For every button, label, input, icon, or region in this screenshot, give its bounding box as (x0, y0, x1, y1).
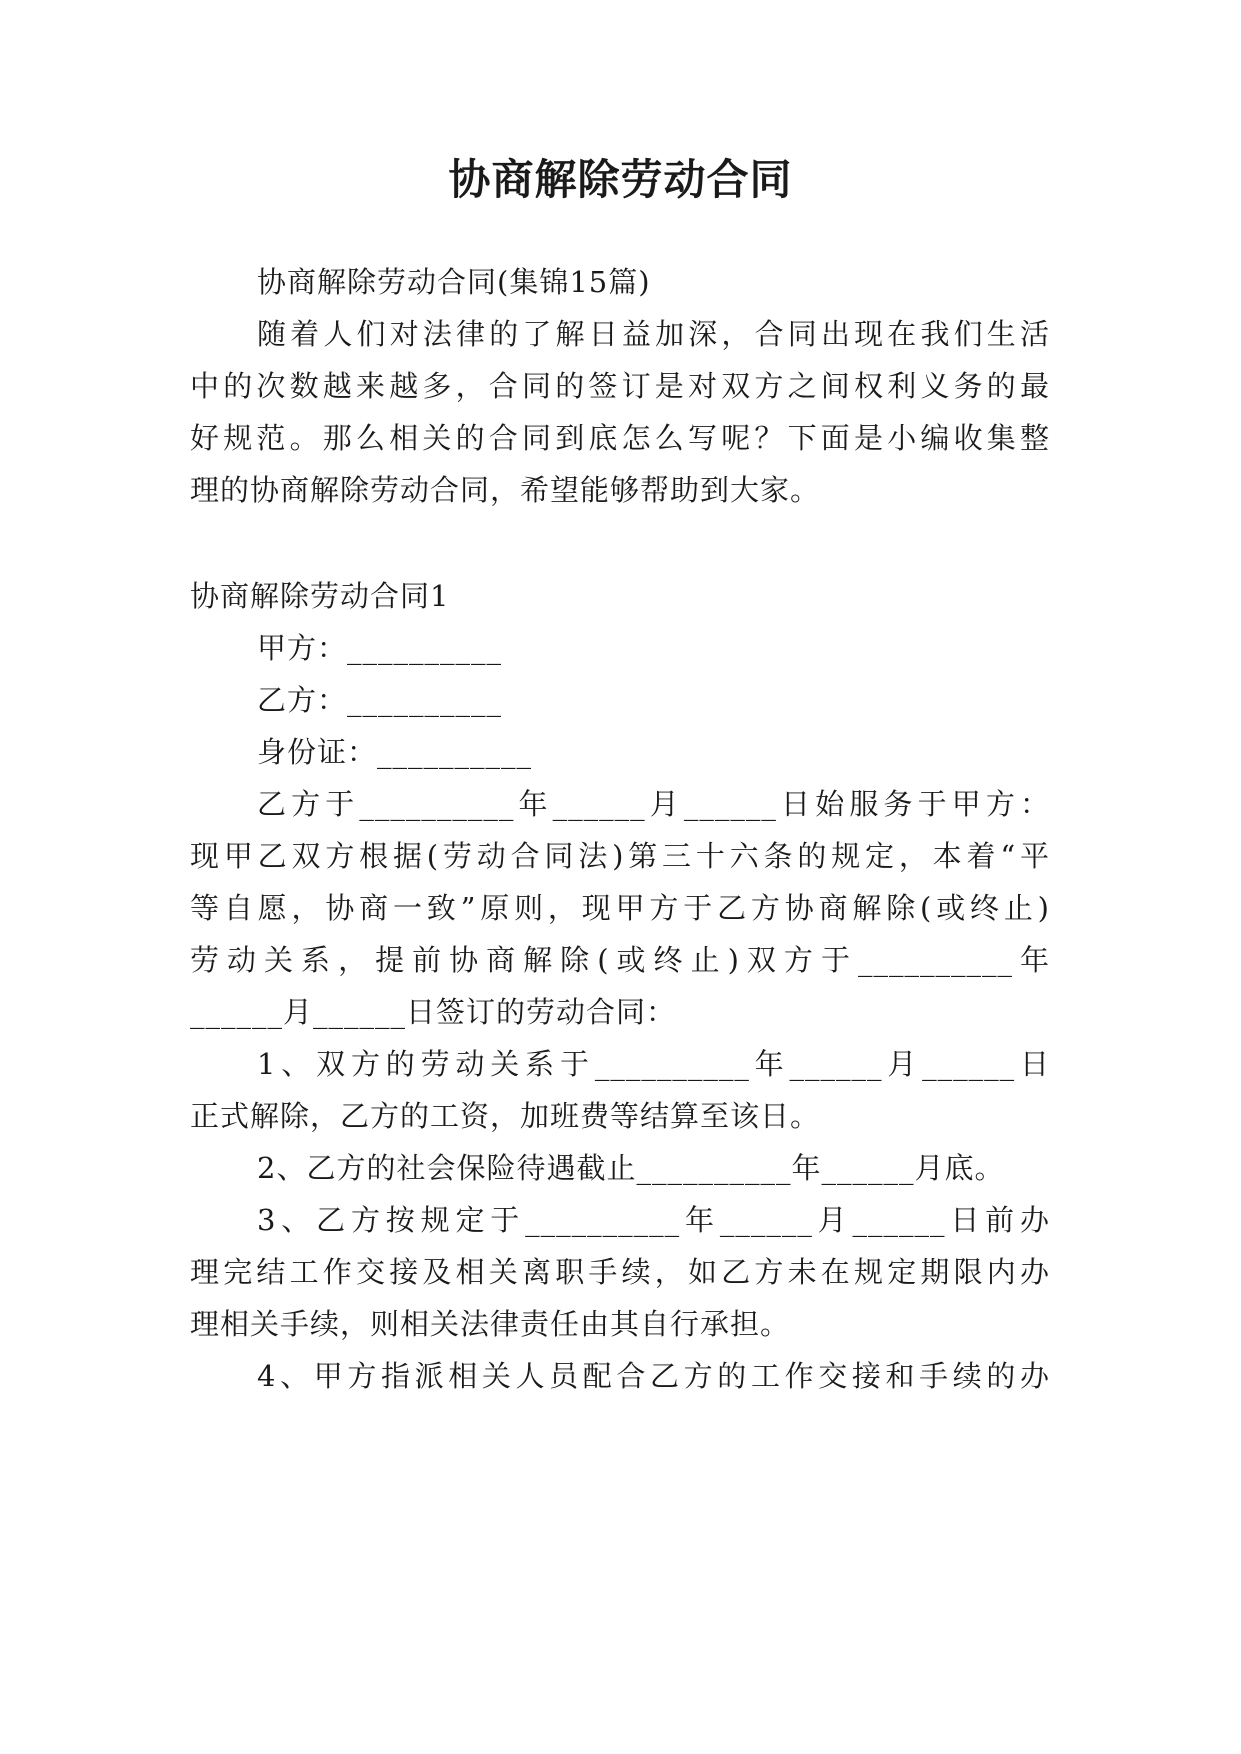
clause-3-line-3: 理相关手续，则相关法律责任由其自行承担。 (190, 1307, 791, 1341)
body-line-5: ______月______日签订的劳动合同： (190, 995, 677, 1029)
body-line-4: 劳动关系，提前协商解除(或终止)双方于__________年 (190, 943, 1050, 977)
clause-1-line-2: 正式解除，乙方的工资，加班费等结算至该日。 (190, 1099, 821, 1133)
intro-line-3: 好规范。那么相关的合同到底怎么写呢？下面是小编收集整 (190, 421, 1050, 455)
section-heading: 协商解除劳动合同1 (190, 579, 450, 613)
clause-3-line-1: 3、乙方按规定于__________年______月______日前办 (257, 1203, 1050, 1237)
subtitle-line: 协商解除劳动合同(集锦15篇) (257, 265, 651, 299)
clause-1-line-1: 1、双方的劳动关系于__________年______月______日 (257, 1047, 1050, 1081)
party-a-field: 甲方：__________ (257, 631, 503, 665)
clause-2-line-1: 2、乙方的社会保险待遇截止__________年______月底。 (257, 1151, 1005, 1185)
intro-line-4: 理的协商解除劳动合同，希望能够帮助到大家。 (190, 473, 821, 507)
intro-line-2: 中的次数越来越多，合同的签订是对双方之间权利义务的最 (190, 369, 1050, 403)
clause-3-line-2: 理完结工作交接及相关离职手续，如乙方未在规定期限内办 (190, 1255, 1050, 1289)
body-line-3: 等自愿，协商一致”原则，现甲方于乙方协商解除(或终止) (190, 891, 1050, 925)
body-line-1: 乙方于__________年______月______日始服务于甲方： (257, 787, 1050, 821)
clause-4-line-1: 4、甲方指派相关人员配合乙方的工作交接和手续的办 (257, 1359, 1050, 1393)
id-card-field: 身份证：__________ (257, 735, 533, 769)
party-b-field: 乙方：__________ (257, 683, 503, 717)
intro-line-1: 随着人们对法律的了解日益加深，合同出现在我们生活 (257, 317, 1050, 351)
body-line-2: 现甲乙双方根据(劳动合同法)第三十六条的规定，本着“平 (190, 839, 1050, 873)
document-title: 协商解除劳动合同 (448, 155, 793, 204)
